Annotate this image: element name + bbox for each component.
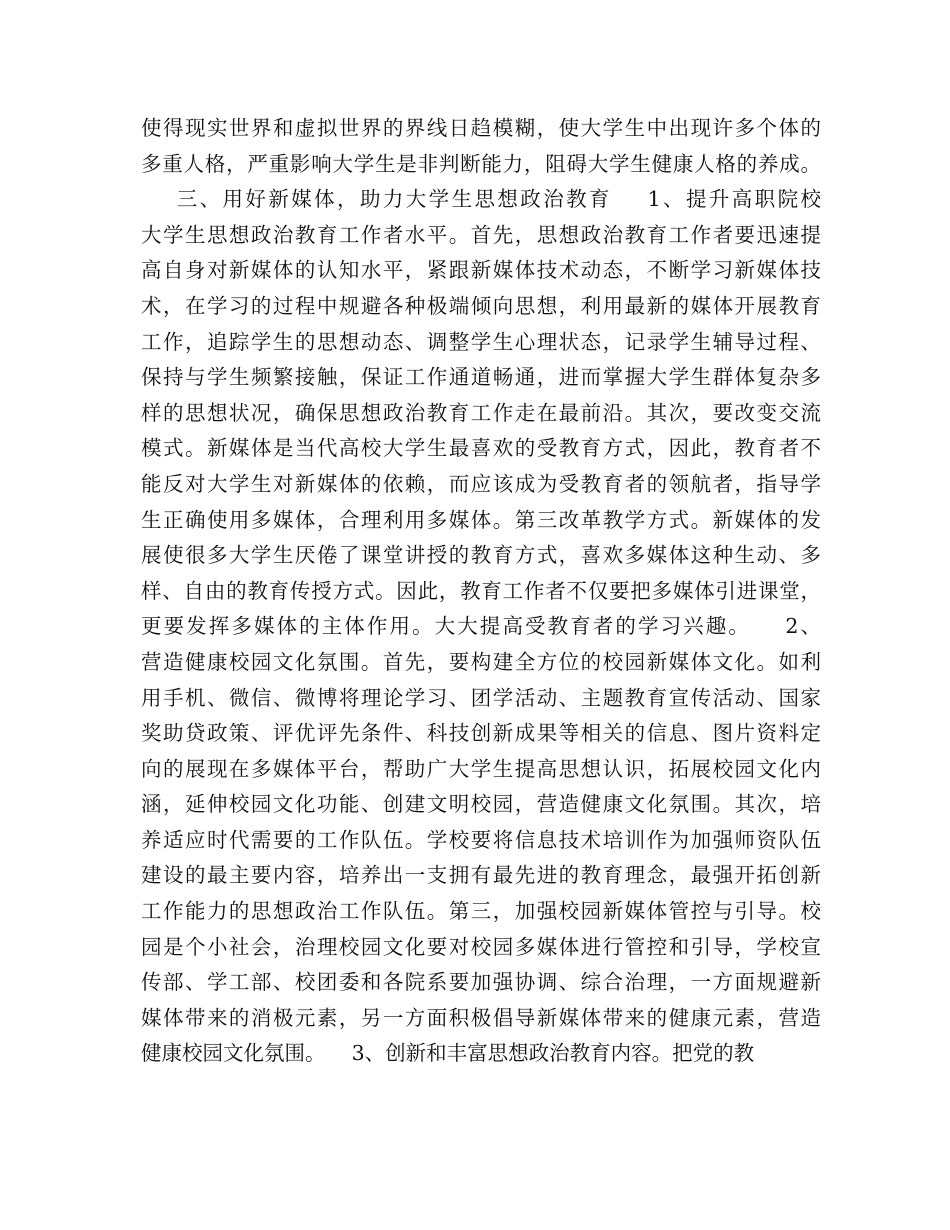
text-line: 健康校园文化氛围。 3、创新和丰富思想政治教育内容。把党的教 bbox=[141, 1041, 755, 1066]
text-line: 生正确使用多媒体，合理利用多媒体。第三改革教学方式。新媒体的发 bbox=[141, 507, 821, 532]
text-line: 样的思想状况，确保思想政治教育工作走在最前沿。其次，要改变交流 bbox=[141, 400, 821, 425]
text-line: 奖助贷政策、评优评先条件、科技创新成果等相关的信息、图片资料定 bbox=[141, 721, 821, 746]
text-line: 能反对大学生对新媒体的依赖，而应该成为受教育者的领航者，指导学 bbox=[141, 471, 821, 496]
text-line: 高自身对新媒体的认知水平，紧跟新媒体技术动态，不断学习新媒体技 bbox=[141, 258, 821, 283]
text-line: 养适应时代需要的工作队伍。学校要将信息技术培训作为加强师资队伍 bbox=[141, 827, 821, 852]
text-line: 更要发挥多媒体的主体作用。大大提高受教育者的学习兴趣。 2、 bbox=[141, 614, 821, 639]
text-line: 工作，追踪学生的思想动态、调整学生心理状态，记录学生辅导过程、 bbox=[141, 329, 821, 354]
text-line: 建设的最主要内容，培养出一支拥有最先进的教育理念，最强开拓创新 bbox=[141, 863, 821, 888]
text-line: 工作能力的思想政治工作队伍。第三，加强校园新媒体管控与引导。校 bbox=[141, 899, 821, 924]
text-line: 用手机、微信、微博将理论学习、团学活动、主题教育宣传活动、国家 bbox=[141, 685, 821, 710]
text-line: 展使很多大学生厌倦了课堂讲授的教育方式，喜欢多媒体这种生动、多 bbox=[141, 543, 821, 568]
text-line: 模式。新媒体是当代高校大学生最喜欢的受教育方式，因此，教育者不 bbox=[141, 436, 821, 461]
text-line: 媒体带来的消极元素，另一方面积极倡导新媒体带来的健康元素，营造 bbox=[141, 1005, 821, 1030]
text-line: 大学生思想政治教育工作者水平。首先，思想政治教育工作者要迅速提 bbox=[141, 222, 821, 247]
text-line: 多重人格，严重影响大学生是非判断能力，阻碍大学生健康人格的养成。 bbox=[141, 151, 821, 176]
text-line: 术，在学习的过程中规避各种极端倾向思想，利用最新的媒体开展教育 bbox=[141, 293, 821, 318]
text-line: 园是个小社会，治理校园文化要对校园多媒体进行管控和引导，学校宣 bbox=[141, 934, 821, 959]
text-line: 保持与学生频繁接触，保证工作通道畅通，进而掌握大学生群体复杂多 bbox=[141, 365, 821, 390]
text-line: 传部、学工部、校团委和各院系要加强协调、综合治理，一方面规避新 bbox=[141, 970, 821, 995]
body-text bbox=[141, 111, 821, 1072]
text-line: 三、用好新媒体，助力大学生思想政治教育 1、提升高职院校 bbox=[141, 187, 821, 212]
text-line: 使得现实世界和虚拟世界的界线日趋模糊，使大学生中出现许多个体的 bbox=[141, 116, 821, 140]
text-line: 样、自由的教育传授方式。因此，教育工作者不仅要把多媒体引进课堂， bbox=[141, 578, 821, 603]
text-line: 营造健康校园文化氛围。首先，要构建全方位的校园新媒体文化。如利 bbox=[141, 649, 821, 674]
text-line: 向的展现在多媒体平台，帮助广大学生提高思想认识，拓展校园文化内 bbox=[141, 756, 821, 781]
text-line: 涵，延伸校园文化功能、创建文明校园，营造健康文化氛围。其次，培 bbox=[141, 792, 821, 817]
